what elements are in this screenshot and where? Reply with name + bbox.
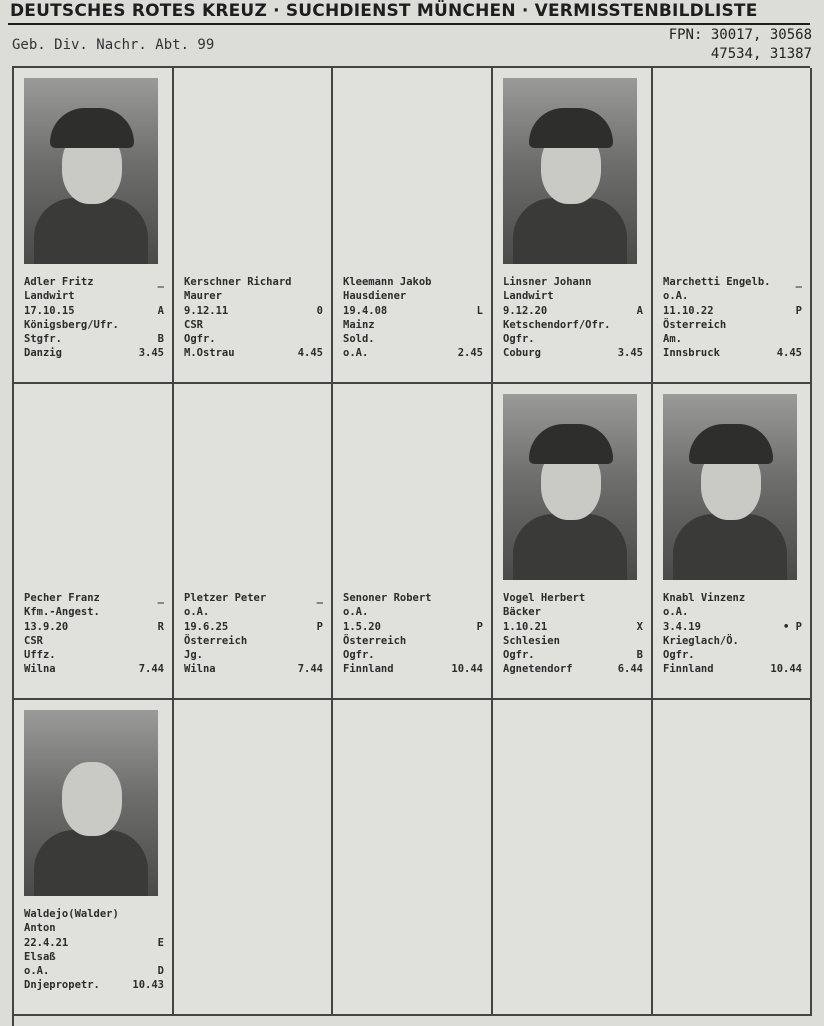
rank-line <box>184 648 323 662</box>
birth-date: 9.12.20 <box>503 304 548 317</box>
birth-date-code: • P <box>783 620 802 633</box>
birth-date: 9.12.11 <box>184 304 229 317</box>
rank: Ogfr. <box>663 649 695 662</box>
person-info <box>184 591 323 677</box>
person-occupation: Anton <box>24 922 56 935</box>
portrait-head <box>62 762 122 836</box>
person-card <box>14 700 174 1016</box>
portrait-body <box>513 514 627 580</box>
person-info <box>663 591 802 677</box>
person-card <box>653 384 812 700</box>
person-name: Marchetti Engelb. <box>663 276 771 288</box>
birthplace-line <box>184 634 323 648</box>
person-occupation-line <box>503 289 643 303</box>
person-occupation: Maurer <box>184 290 222 303</box>
person-name-line <box>663 591 802 605</box>
person-name-line <box>663 275 802 289</box>
portrait-photo <box>663 394 797 580</box>
person-info <box>343 275 483 361</box>
person-occupation-line <box>663 289 802 303</box>
last-seen-code: 2.45 <box>457 347 483 360</box>
person-name-line <box>184 275 323 289</box>
birth-date: 13.9.20 <box>24 620 69 633</box>
rank: o.A. <box>24 965 50 978</box>
person-info <box>184 275 323 361</box>
person-occupation: Landwirt <box>503 290 554 303</box>
last-seen-code: 10.44 <box>451 663 483 676</box>
birthplace: Österreich <box>343 634 407 647</box>
birth-date-code: E <box>157 936 164 949</box>
birth-date-code: P <box>476 620 483 633</box>
last-seen: Finnland <box>663 663 714 676</box>
last-seen-line <box>184 662 323 676</box>
last-seen: Wilna <box>184 663 216 676</box>
person-name-line <box>343 591 483 605</box>
birth-date: 19.4.08 <box>343 304 388 317</box>
rank: Uffz. <box>24 649 56 662</box>
person-occupation: o.A. <box>343 606 369 619</box>
person-name-line <box>503 591 643 605</box>
last-seen-line <box>503 346 643 360</box>
person-name-code: _ <box>157 276 164 288</box>
person-name-code: _ <box>157 592 164 604</box>
birthplace-line <box>343 634 483 648</box>
rank-code: B <box>157 333 164 346</box>
portrait-hat <box>689 424 773 464</box>
last-seen-code: 7.44 <box>138 663 164 676</box>
person-occupation-line <box>503 605 643 619</box>
rank: Ogfr. <box>343 649 375 662</box>
last-seen-line <box>343 662 483 676</box>
portrait-body <box>513 198 627 264</box>
person-name: Adler Fritz <box>24 276 94 288</box>
rank-code: D <box>157 965 164 978</box>
birthplace-line <box>343 318 483 332</box>
rank-line <box>24 964 164 978</box>
document-title: DEUTSCHES ROTES KREUZ · SUCHDIENST MÜNCHEN · VERMISSTENBILDLISTE <box>10 1 758 21</box>
birth-date-line <box>24 936 164 950</box>
person-occupation-line <box>663 605 802 619</box>
birth-date-code: P <box>316 620 323 633</box>
birth-date-line <box>503 304 643 318</box>
person-name-line <box>343 275 483 289</box>
person-occupation: o.A. <box>663 606 689 619</box>
person-name-line <box>184 591 323 605</box>
person-card <box>333 384 493 700</box>
person-name: Kerschner Richard <box>184 276 292 288</box>
portrait-photo <box>24 78 158 264</box>
person-occupation-line <box>184 605 323 619</box>
person-info <box>24 275 164 361</box>
birth-date-code: 0 <box>316 304 323 317</box>
portrait-photo <box>503 394 637 580</box>
person-card <box>493 68 653 384</box>
last-seen: Danzig <box>24 347 62 360</box>
person-card <box>14 68 174 384</box>
birth-date: 11.10.22 <box>663 304 714 317</box>
birthplace: Königsberg/Ufr. <box>24 318 119 331</box>
last-seen: Dnjepropetr. <box>24 979 100 992</box>
birth-date-line <box>184 620 323 634</box>
person-name-line <box>24 275 164 289</box>
person-card <box>174 68 333 384</box>
last-seen-line <box>663 662 802 676</box>
birth-date-code: A <box>157 304 164 317</box>
birth-date: 1.10.21 <box>503 620 548 633</box>
portrait-body <box>34 830 148 896</box>
empty-card <box>493 700 653 1016</box>
birthplace-line <box>24 318 164 332</box>
birthplace-line <box>503 634 643 648</box>
birthplace: Ketschendorf/Ofr. <box>503 318 611 331</box>
birthplace: Elsaß <box>24 950 56 963</box>
birth-date-line <box>24 620 164 634</box>
person-occupation-line <box>24 921 164 935</box>
last-seen: Innsbruck <box>663 347 720 360</box>
birthplace-line <box>24 950 164 964</box>
portrait-photo <box>503 78 637 264</box>
person-name: Pletzer Peter <box>184 592 267 604</box>
rank: Ogfr. <box>503 649 535 662</box>
portrait-body <box>673 514 787 580</box>
person-name-line <box>503 275 643 289</box>
birth-date-line <box>343 620 483 634</box>
unit-name: Geb. Div. Nachr. Abt. 99 <box>12 37 215 53</box>
person-info <box>343 591 483 677</box>
last-seen-line <box>503 662 643 676</box>
birth-date: 1.5.20 <box>343 620 381 633</box>
person-occupation-line <box>24 605 164 619</box>
birthplace-line <box>24 634 164 648</box>
last-seen-line <box>343 346 483 360</box>
birth-date-line <box>503 620 643 634</box>
rank: Sold. <box>343 333 375 346</box>
birthplace: CSR <box>24 634 43 647</box>
person-card <box>14 384 174 700</box>
birthplace: Österreich <box>663 318 727 331</box>
birth-date-code: L <box>476 304 483 317</box>
field-post-numbers <box>669 26 812 64</box>
birth-date: 19.6.25 <box>184 620 229 633</box>
birthplace-line <box>663 634 802 648</box>
person-info <box>503 275 643 361</box>
last-seen: Wilna <box>24 663 56 676</box>
portrait-hat <box>50 108 134 148</box>
rank: Jg. <box>184 649 203 662</box>
title-rule <box>8 23 810 25</box>
person-card <box>653 68 812 384</box>
birth-date-line <box>663 620 802 634</box>
person-name-code: _ <box>795 276 802 288</box>
person-name: Vogel Herbert <box>503 592 586 604</box>
rank-line <box>184 332 323 346</box>
last-seen-code: 10.44 <box>770 663 802 676</box>
person-name: Waldejo(Walder) <box>24 908 119 920</box>
rank-line <box>503 648 643 662</box>
portrait-body <box>34 198 148 264</box>
rank: Am. <box>663 333 682 346</box>
last-seen-code: 7.44 <box>297 663 323 676</box>
birth-date-code: P <box>795 304 802 317</box>
person-name: Knabl Vinzenz <box>663 592 746 604</box>
last-seen-line <box>24 978 164 992</box>
last-seen-code: 6.44 <box>617 663 643 676</box>
birth-date: 17.10.15 <box>24 304 75 317</box>
birthplace: CSR <box>184 318 203 331</box>
person-name-line <box>24 907 164 921</box>
person-info <box>24 591 164 677</box>
last-seen: Agnetendorf <box>503 663 573 676</box>
birthplace: Österreich <box>184 634 248 647</box>
empty-card <box>333 700 493 1016</box>
rank-line <box>503 332 643 346</box>
person-card <box>174 384 333 700</box>
last-seen: o.A. <box>343 347 369 360</box>
birth-date-code: R <box>157 620 164 633</box>
person-occupation-line <box>184 289 323 303</box>
birth-date-line <box>663 304 802 318</box>
rank-code: B <box>636 649 643 662</box>
last-seen-code: 4.45 <box>776 347 802 360</box>
person-name: Senoner Robert <box>343 592 432 604</box>
person-occupation: Bäcker <box>503 606 541 619</box>
person-info <box>503 591 643 677</box>
birth-date-line <box>184 304 323 318</box>
rank-line <box>663 332 802 346</box>
rank-line <box>24 648 164 662</box>
birthplace: Krieglach/Ö. <box>663 634 739 647</box>
birthplace: Mainz <box>343 318 375 331</box>
last-seen-line <box>663 346 802 360</box>
person-name: Kleemann Jakob <box>343 276 432 288</box>
last-seen: Coburg <box>503 347 541 360</box>
last-seen-code: 3.45 <box>138 347 164 360</box>
birthplace-line <box>184 318 323 332</box>
person-info <box>663 275 802 361</box>
person-name: Pecher Franz <box>24 592 100 604</box>
person-occupation: Kfm.-Angest. <box>24 606 100 619</box>
last-seen: M.Ostrau <box>184 347 235 360</box>
empty-card <box>174 700 333 1016</box>
birth-date: 22.4.21 <box>24 936 69 949</box>
birthplace-line <box>503 318 643 332</box>
birth-date-line <box>24 304 164 318</box>
birthplace: Schlesien <box>503 634 560 647</box>
portrait-photo <box>24 710 158 896</box>
last-seen-code: 10.43 <box>132 979 164 992</box>
person-occupation-line <box>343 605 483 619</box>
person-occupation-line <box>343 289 483 303</box>
person-card <box>493 384 653 700</box>
person-occupation: o.A. <box>184 606 210 619</box>
rank: Ogfr. <box>503 333 535 346</box>
person-card <box>333 68 493 384</box>
portrait-hat <box>529 108 613 148</box>
person-name: Linsner Johann <box>503 276 592 288</box>
portrait-hat <box>529 424 613 464</box>
fpn-line-2: 47534, 31387 <box>710 46 812 62</box>
last-seen-line <box>24 346 164 360</box>
last-seen-code: 4.45 <box>297 347 323 360</box>
empty-card <box>653 700 812 1016</box>
person-name-code: _ <box>316 592 323 604</box>
last-seen-line <box>184 346 323 360</box>
birthplace-line <box>663 318 802 332</box>
person-occupation: o.A. <box>663 290 689 303</box>
person-name-line <box>24 591 164 605</box>
birth-date-line <box>343 304 483 318</box>
person-info <box>24 907 164 993</box>
person-occupation: Hausdiener <box>343 290 407 303</box>
rank: Stgfr. <box>24 333 62 346</box>
rank-line <box>343 332 483 346</box>
birth-date-code: X <box>636 620 643 633</box>
last-seen-line <box>24 662 164 676</box>
person-occupation-line <box>24 289 164 303</box>
fpn-line-1: FPN: 30017, 30568 <box>668 27 812 43</box>
last-seen: Finnland <box>343 663 394 676</box>
missing-persons-grid <box>12 66 810 1026</box>
rank-line <box>24 332 164 346</box>
birth-date-code: A <box>636 304 643 317</box>
last-seen-code: 3.45 <box>617 347 643 360</box>
rank-line <box>663 648 802 662</box>
person-occupation: Landwirt <box>24 290 75 303</box>
birth-date: 3.4.19 <box>663 620 701 633</box>
rank-line <box>343 648 483 662</box>
rank: Ogfr. <box>184 333 216 346</box>
